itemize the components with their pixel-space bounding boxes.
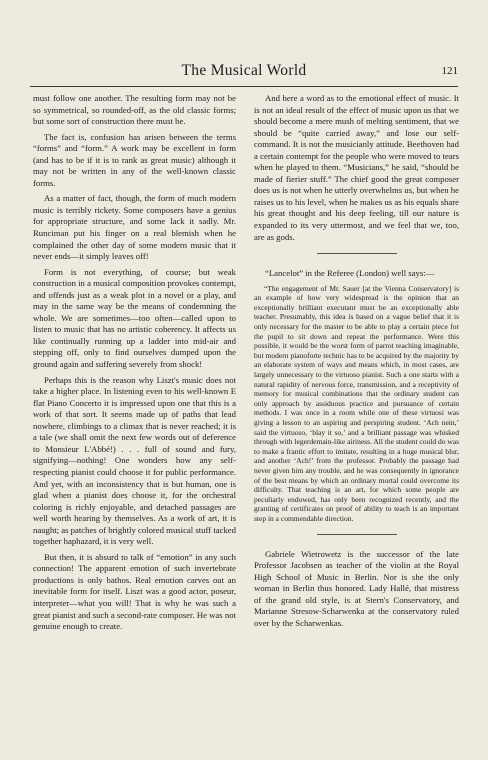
paragraph: But then, it is absurd to talk of “emotion” in any such connection! The apparent emotion of such invertebrate productions is only bathos. Real emotion carves out an inevitable form for itself. Liszt was a good actor, poseur, interpreter—what you will! That is why he was such a great pianist and such a second-rate composer. He was not genuine enough to create. — [33, 551, 236, 632]
paragraph: Form is not everything, of course; but weak construction in a musical composition provokes contempt, and offends just as a weak plot in a novel or a play, and may in the same way be the means of condemning the whole. We are sometimes—too often—called upon to listen to music that has no artistic coherency. It affects us like continually running up a ladder into mid-air and stepping off, only to find ourselves dumped upon the ground again and suffering severely from shock! — [33, 266, 236, 370]
right-column — [254, 93, 459, 633]
running-title: The Musical World — [181, 62, 307, 79]
paragraph: And here a word as to the emotional effect of music. It is not an ideal result of the effect of music upon us that we should become a mere mush of melting sentiment, that we should be “quite carried away,” and lose our self-command. It is not the musicianly attitude. Beethoven had a certain contempt for the people who were moved to tears when he played to them. “Musicians,” he said, “should be made of fierier stuff.” The chief good the great composer does us is not when he utterly overwhelms us, but when he raises us to his level, when he makes us as his equals share his great thought and his deep feeling, till our nature is expanded to its very uttermost, and we feel that we, too, are as gods. — [254, 93, 459, 242]
paragraph: As a matter of fact, though, the form of much modern music is terribly rickety. Some composers have a genius for appropriate structure, and some lack it sadly. Mr. Runciman put his finger on a real blemish when he complained the other day of some modern music that it never ends—it simply leaves off! — [33, 193, 236, 262]
left-column — [33, 93, 236, 637]
paragraph: “Lancelot” in the Referee (London) well says:— — [265, 268, 435, 279]
paragraph: Gabriele Wietrowetz is the successor of the late Professor Jacobsen as teacher of the violin at the Royal High School of Music in Berlin. Nor is she the only woman in Berlin thus honored. Lady Hallé, that mistress of the grand old style, is at Stern's Conservatory, and Marianne Stresow-Scharwenka at the conservatory ruled over by the Scharwenkas. — [254, 548, 459, 628]
paragraph: Perhaps this is the reason why Liszt's music does not take a higher place. In listening even to his well-known E flat Piano Concerto it is impressed upon one that this is a work of that sort. It seems made up of paths that lead nowhere, climbings to a climax that is never reached; it is a tale (we shall omit the next few words out of deference to Monsieur L'Abbé!) . . . full of sound and fury, signifying—nothing! One wonders how any self-respecting pianist could choose it for public performance. And yet, with an inconsistency that is but human, one is glad when a pianist does choose it, for the orchestral coloring is richly enjoyable, and detached passages are well worth hearing by themselves. As a work of art, it is naught; as patches of brightly colored musical stuff tacked together haphazard, it is very well. — [33, 374, 236, 547]
paragraph: The fact is, confusion has arisen between the terms “forms” and “form.” A work may be excellent in form (and has to be if it is to rank as great music) although it may not be written in any of the well-known classic forms. — [33, 131, 236, 188]
paragraph: must follow one another. The resulting form may not be so symmetrical, so rounded-off, as the old classic forms; but some sort of construction there must be. — [33, 93, 236, 127]
header-rule — [30, 86, 458, 87]
page-number: 121 — [441, 65, 458, 77]
block-quote: “The engagement of Mr. Sauer [at the Vienna Conservatory] is an example of how very widespread is the opinion that an exceptionally brilliant executant must be an exceptionally able teacher. Presumably, this idea is based on a vague belief that it is only necessary for the master to be able to play a certain piece for the pupil to sit down and repeat the performance. Were this possible, it would be the worst form of parrot teaching imaginable, but modern pianoforte technic has to be acquired by the majority by an elaborate system of ways and means which, in most cases, are largely unnecessary to the virtuoso pianist. Such a one starts with a natural rapidity of nervous force, transmission, and a receptivity of memory for musical combinations that the ordinary student can only approach by assiduous practice and pursuance of certain methods. I was once in a room while one of these virtuosi was giving a lesson to an aspiring and perspiring student. ‘Ach nein,’ said the virtuoso, ‘blay it so,’ and a brilliant passage was whisked through with legerdemain-like airiness. All the student could do was to make a frantic effort to imitate, resulting in a huge musical blur, and another ‘Ach!’ from the professor. Probably the passage had never given him any trouble, and he was consequently in ignorance of the best means by which an ordinary mortal could overcome its difficulty. That teaching is an art, for which some people are peculiarly endowed, has only been recognized recently, and the granting of certificates on proof of ability to teach is an important step in a commendable direction. — [254, 283, 459, 523]
page-header — [30, 62, 458, 88]
section-divider — [317, 534, 397, 535]
section-divider — [317, 253, 397, 254]
